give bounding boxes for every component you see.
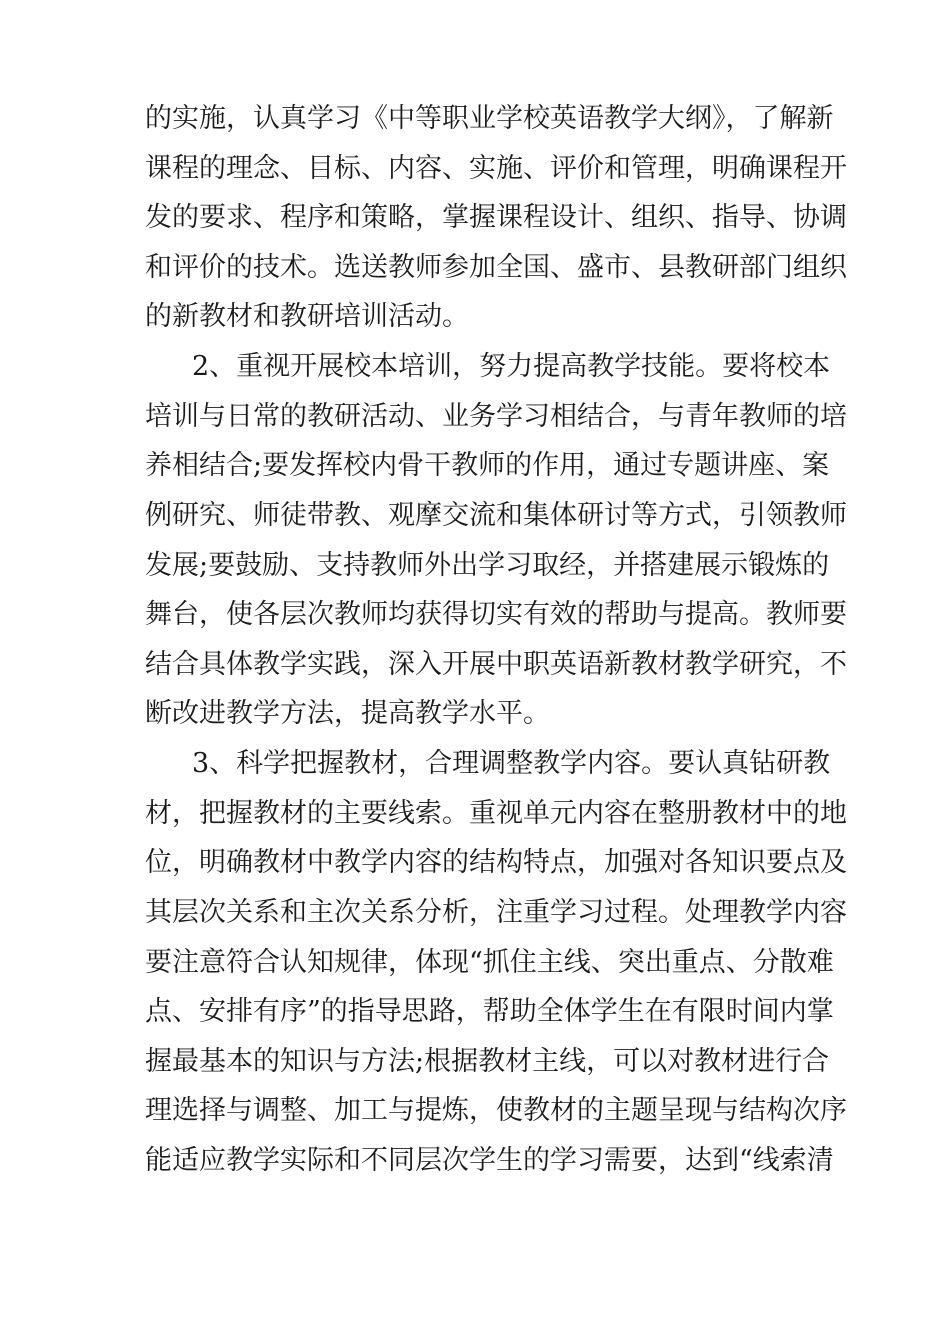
- text-line: 培训与日常的教研活动、业务学习相结合，与青年教师的培: [145, 401, 847, 432]
- text-line: 位，明确教材中教学内容的结构特点，加强对各知识要点及: [145, 847, 847, 878]
- text-line: 理选择与调整、加工与提炼，使教材的主题呈现与结构次序: [145, 1095, 847, 1126]
- text-line: 握最基本的知识与方法;根据教材主线，可以对教材进行合: [145, 1046, 830, 1077]
- text-line: 例研究、师徒带教、观摩交流和集体研讨等方式，引领教师: [145, 500, 847, 531]
- text-line: 和评价的技术。选送教师参加全国、盛市、县教研部门组织: [145, 252, 847, 283]
- text-line: 发的要求、程序和策略，掌握课程设计、组织、指导、协调: [145, 202, 847, 233]
- text-line: 点、安排有序”的指导思路，帮助全体学生在有限时间内掌: [145, 996, 834, 1027]
- text-line: 发展;要鼓励、支持教师外出学习取经，并搭建展示锻炼的: [145, 550, 830, 581]
- text-line: 断改进教学方法，提高教学水平。: [145, 698, 550, 729]
- paragraph-2-first-line: 2、重视开展校本培训，努力提高教学技能。要将校本: [192, 351, 831, 382]
- text-line: 养相结合;要发挥校内骨干教师的作用，通过专题讲座、案: [145, 450, 830, 481]
- text-line: 的新教材和教研培训活动。: [145, 301, 469, 332]
- text-line: 课程的理念、目标、内容、实施、评价和管理，明确课程开: [145, 153, 847, 184]
- text-line: 能适应教学实际和不同层次学生的学习需要，达到“线索清: [145, 1145, 834, 1176]
- text-line: 的实施，认真学习《中等职业学校英语教学大纲》，了解新: [145, 103, 834, 134]
- text-line: 结合具体教学实践，深入开展中职英语新教材教学研究，不: [145, 649, 847, 680]
- text-line: 舞台，使各层次教师均获得切实有效的帮助与提高。教师要: [145, 599, 847, 630]
- text-line: 其层次关系和主次关系分析，注重学习过程。处理教学内容: [145, 897, 847, 928]
- text-line: 要注意符合认知规律，体现“抓住主线、突出重点、分散难: [145, 947, 834, 978]
- text-line: 材，把握教材的主要线索。重视单元内容在整册教材中的地: [145, 798, 847, 829]
- paragraph-3-first-line: 3、科学把握教材，合理调整教学内容。要认真钻研教: [192, 748, 831, 779]
